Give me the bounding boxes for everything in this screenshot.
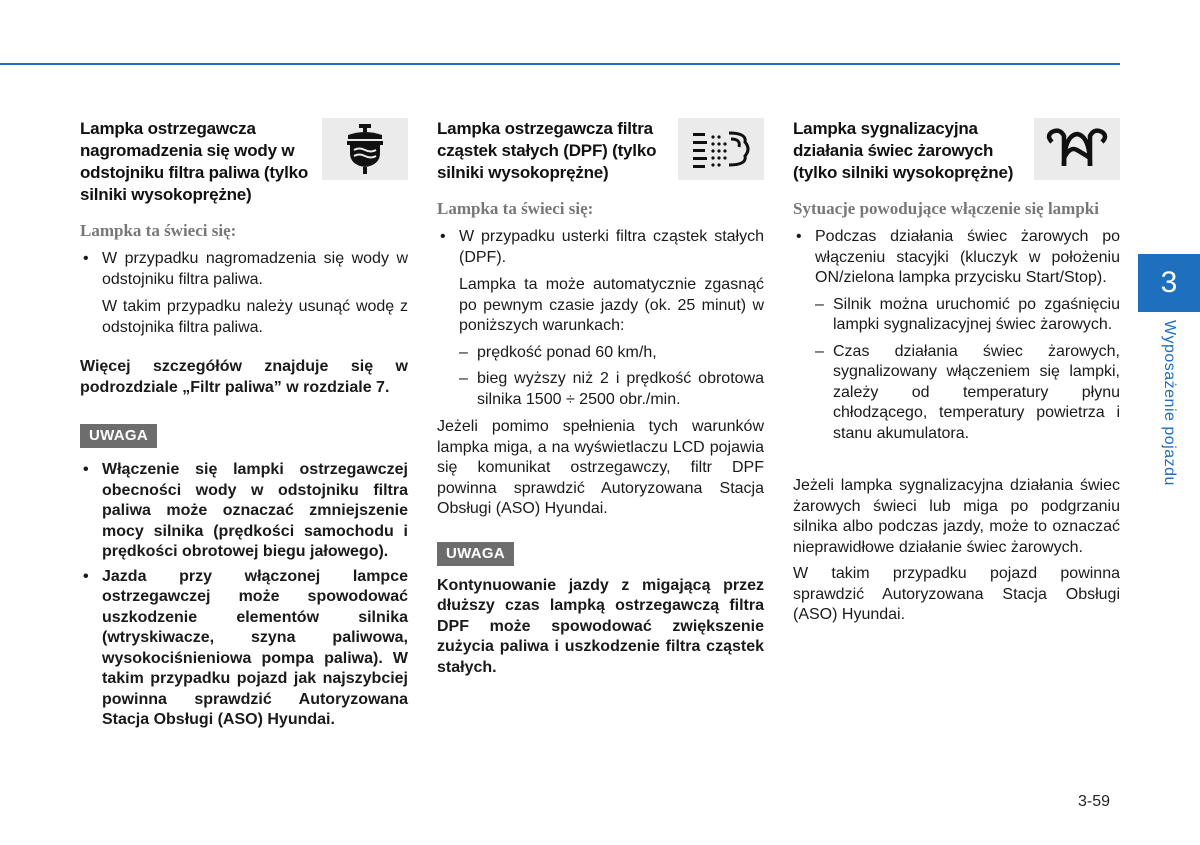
subheading: Sytuacje powodujące włączenie się lampki [793, 199, 1099, 218]
caution-item: • Włączenie się lampki ostrzegawczej obecności wody w odstojniku filtra paliwa może oznaczać zmniejszenie mocy silnika (prędkości samochodu i prędkości obrotowej biegu jałowego). [80, 460, 408, 563]
caution-text: Kontynuowanie jazdy z migającą przez dłuższy czas lampką ostrzegawczą filtra DPF może spowodować zwiększenie zużycia paliwa i uszkodzenie filtra cząstek stałych. [437, 576, 764, 676]
bullet-followup: W takim przypadku należy usunąć wodę z odstojnika filtra paliwa. [102, 298, 408, 336]
caution-label: UWAGA [80, 424, 157, 448]
section-heading: Lampka sygnalizacyjna działania świec żarowych (tylko silniki wysokoprężne) [793, 119, 1014, 182]
dash-item: – Czas działania świec żarowych, sygnalizowany włączeniem się lampki, zależy od temperatury płynu chłodzącego, temperatury powietrza i stanu akumulatora. [793, 342, 1120, 445]
dash-item: – Silnik można uruchomić po zgaśnięciu lampki sygnalizacyjnej świec żarowych. [793, 295, 1120, 336]
subheading: Lampka ta świeci się: [80, 221, 237, 240]
bullet-item: • Podczas działania świec żarowych po włączeniu stacyjki (kluczyk w położeniu ON/zielona lampka przycisku Start/Stop). [793, 227, 1120, 289]
dash-item: – prędkość ponad 60 km/h, [437, 343, 764, 364]
top-rule [0, 63, 1120, 65]
page-number: 3-59 [1078, 793, 1111, 810]
chapter-tab: 3 [1138, 254, 1200, 312]
caution-item: • Jazda przy włączonej lampce ostrzegawczej może spowodować uszkodzenie elementów silnika (wtryskiwacze, szyna paliwowa, wysokociśnieniowa pompa paliwa). W takim przypadku pojazd jak najszybciej powinna sprawdzić Autoryzowana Stacja Obsługi (ASO) Hyundai. [80, 567, 408, 731]
column-water-in-fuel [80, 118, 408, 731]
bullet-item: • W przypadku usterki filtra cząstek stałych (DPF). [437, 227, 764, 268]
paragraph: Jeżeli pomimo spełnienia tych warunków lampka miga, a na wyświetlaczu LCD pojawia się komunikat ostrzegawczy, filtr DPF powinna sprawdzić Autoryzowana Stacja Obsługi (ASO) Hyundai. [437, 418, 764, 517]
water-in-fuel-filter-icon [322, 118, 408, 180]
dash-item: – bieg wyższy niż 2 i prędkość obrotowa silnika 1500 ÷ 2500 obr./min. [437, 369, 764, 410]
paragraph: W takim przypadku pojazd powinna sprawdzić Autoryzowana Stacja Obsługi (ASO) Hyundai. [793, 565, 1120, 623]
chapter-reference-note: Więcej szczegółów znajduje się w podrozdziale „Filtr paliwa” w rozdziale 7. [80, 358, 408, 396]
bullet-item: • W przypadku nagromadzenia się wody w odstojniku filtra paliwa. [80, 249, 408, 290]
section-heading: Lampka ostrzegawcza filtra cząstek stałych (DPF) (tylko silniki wysokoprężne) [437, 119, 657, 182]
column-dpf [437, 118, 764, 678]
chapter-title: Wyposażenie pojazdu [1161, 320, 1178, 486]
bullet-followup: Lampka ta może automatycznie zgasnąć po pewnym czasie jazdy (ok. 25 minut) w poniższych warunkach: [459, 276, 764, 334]
dpf-icon [678, 118, 764, 180]
glow-plug-icon [1034, 118, 1120, 180]
caution-label: UWAGA [437, 542, 514, 566]
section-heading: Lampka ostrzegawcza nagromadzenia się wody w odstojniku filtra paliwa (tylko silniki wysokoprężne) [80, 119, 309, 204]
column-glow-plug [793, 118, 1120, 626]
paragraph: Jeżeli lampka sygnalizacyjna działania świec żarowych świeci lub miga po podgrzaniu silnika albo podczas jazdy, może to oznaczać nieprawidłowe działanie świec żarowych. [793, 477, 1120, 556]
subheading: Lampka ta świeci się: [437, 199, 594, 218]
